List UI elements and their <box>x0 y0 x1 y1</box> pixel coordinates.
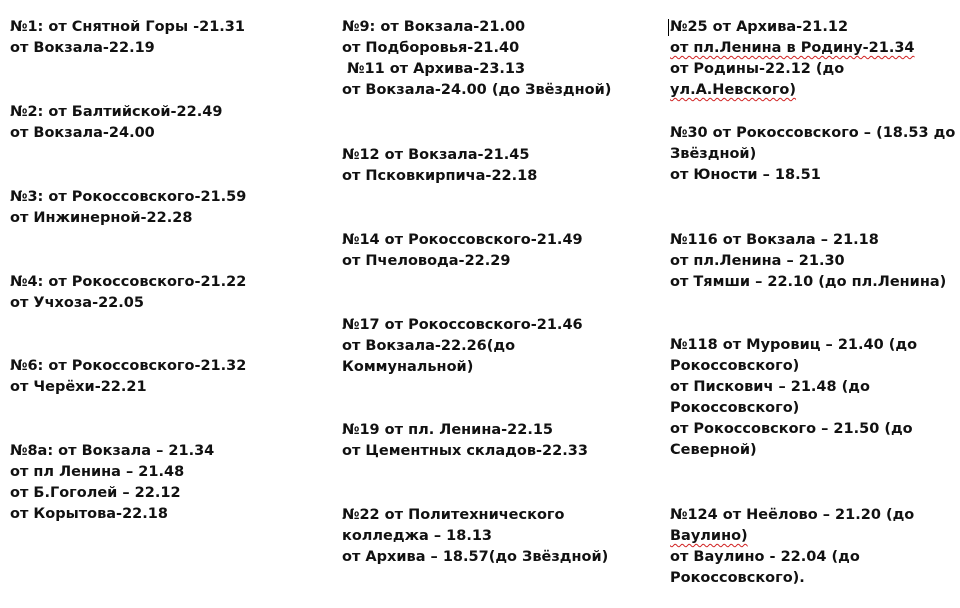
route-4-line-2: от Учхоза-22.05 <box>10 295 144 311</box>
route-116-line-3: от Тямши – 22.10 (до пл.Ленина) <box>670 274 947 290</box>
route-14-line-1: №14 от Рокоссовского-21.49 <box>342 232 583 248</box>
route-3-line-2: от Инжинерной-22.28 <box>10 210 193 226</box>
route-118-entry <box>670 335 955 461</box>
route-118-line-4: Рокоссовского) <box>670 400 800 416</box>
route-8a-line-2: от пл Ленина – 21.48 <box>10 464 185 480</box>
route-12-line-2: от Псковкирпича-22.18 <box>342 168 538 184</box>
route-8a-line-4: от Корытова-22.18 <box>10 506 168 522</box>
route-118-line-2: Рокоссовского) <box>670 358 800 374</box>
route-118-line-6: Северной) <box>670 442 757 458</box>
route-11-line-1: №11 от Архива-23.13 <box>342 61 526 77</box>
route-2-line-2: от Вокзала-24.00 <box>10 125 155 141</box>
route-22-line-1: №22 от Политехнического <box>342 507 565 523</box>
route-25-line-4: ул.А.Невского) <box>670 82 797 98</box>
route-11-line-2: от Вокзала-24.00 (до Звёздной) <box>342 82 612 98</box>
route-116-entry <box>670 230 955 293</box>
route-30-line-2: Звёздной) <box>670 146 757 162</box>
route-25-line-2: от пл.Ленина в Родину-21.34 <box>670 40 915 56</box>
route-1-line-1: №1: от Снятной Горы -21.31 <box>10 19 245 35</box>
route-19-line-2: от Цементных складов-22.33 <box>342 443 588 459</box>
route-9-line-1: №9: от Вокзала-21.00 <box>342 19 526 35</box>
route-6-line-1: №6: от Рокоссовского-21.32 <box>10 358 247 374</box>
route-116-line-2: от пл.Ленина – 21.30 <box>670 253 845 269</box>
text-cursor <box>668 19 669 36</box>
route-3-entry <box>10 187 320 229</box>
route-3-line-1: №3: от Рокоссовского-21.59 <box>10 189 247 205</box>
route-30-entry <box>670 123 955 186</box>
route-124-entry <box>670 505 955 589</box>
route-2-line-1: №2: от Балтийской-22.49 <box>10 104 223 120</box>
route-118-line-1: №118 от Муровиц – 21.40 (до <box>670 337 918 353</box>
route-116-line-1: №116 от Вокзала – 21.18 <box>670 232 879 248</box>
route-22-entry <box>342 505 652 568</box>
route-25-entry <box>670 17 955 101</box>
route-17-entry <box>342 315 652 378</box>
route-1-entry <box>10 17 320 59</box>
route-14-line-2: от Пчеловода-22.29 <box>342 253 511 269</box>
route-124-line-4: Рокоссовского). <box>670 570 805 586</box>
route-12-entry <box>342 145 652 187</box>
route-124-line-2: Ваулино) <box>670 528 748 544</box>
route-9-line-2: от Подборовья-21.40 <box>342 40 520 56</box>
route-25-line-1: №25 от Архива-21.12 <box>670 19 849 35</box>
route-118-line-5: от Рокоссовского – 21.50 (до <box>670 421 913 437</box>
route-19-line-1: №19 от пл. Ленина-22.15 <box>342 422 554 438</box>
route-6-line-2: от Черёхи-22.21 <box>10 379 147 395</box>
route-14-entry <box>342 230 652 272</box>
route-124-line-3: от Ваулино - 22.04 (до <box>670 549 860 565</box>
route-22-line-2: колледжа – 18.13 <box>342 528 493 544</box>
route-30-line-1: №30 от Рокоссовского – (18.53 до <box>670 125 956 141</box>
route-118-line-3: от Пискович – 21.48 (до <box>670 379 870 395</box>
route-19-entry <box>342 420 652 462</box>
route-25-line-3: от Родины-22.12 (до <box>670 61 845 77</box>
route-124-line-1: №124 от Неёлово – 21.20 (до <box>670 507 915 523</box>
route-22-line-3: от Архива – 18.57(до Звёздной) <box>342 549 609 565</box>
route-17-line-3: Коммунальной) <box>342 359 474 375</box>
route-12-line-1: №12 от Вокзала-21.45 <box>342 147 530 163</box>
route-4-entry <box>10 272 320 314</box>
route-8a-line-3: от Б.Гоголей – 22.12 <box>10 485 181 501</box>
route-4-line-1: №4: от Рокоссовского-21.22 <box>10 274 247 290</box>
route-30-line-3: от Юности – 18.51 <box>670 167 821 183</box>
route-6-entry <box>10 356 320 398</box>
route-8a-line-1: №8а: от Вокзала – 21.34 <box>10 443 215 459</box>
route-9-entry <box>342 17 652 101</box>
route-1-line-2: от Вокзала-22.19 <box>10 40 155 56</box>
route-17-line-2: от Вокзала-22.26(до <box>342 338 516 354</box>
route-17-line-1: №17 от Рокоссовского-21.46 <box>342 317 583 333</box>
route-2-entry <box>10 102 320 144</box>
route-8a-entry <box>10 441 320 525</box>
